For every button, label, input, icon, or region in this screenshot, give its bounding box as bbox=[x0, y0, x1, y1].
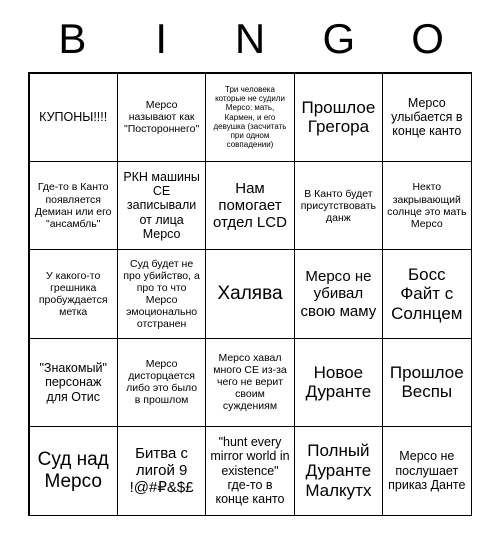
bingo-cell-text: "hunt every mirror world in existence" где-то в конце канто bbox=[210, 434, 290, 507]
bingo-cell-r2-c1[interactable] bbox=[29, 161, 118, 250]
bingo-cell-r4-c5[interactable] bbox=[382, 338, 471, 427]
bingo-cell-r3-c4[interactable] bbox=[294, 249, 383, 338]
bingo-cell-r2-c5[interactable] bbox=[382, 161, 471, 250]
bingo-cell-text: Суд над Мерсо bbox=[37, 448, 109, 492]
bingo-cell-r2-c3[interactable] bbox=[205, 161, 294, 250]
bingo-cell-text: Три человека которые не судили Мерсо: мать, Кармен, и его девушка (засчитать при одном совпадении) bbox=[213, 85, 287, 150]
bingo-cell-text: Мерсо не убивал свою маму bbox=[300, 268, 377, 320]
bingo-cell-text: РКН машины СЕ записывали от лица Мерсо bbox=[123, 169, 200, 242]
title-letter-b: B bbox=[58, 15, 87, 62]
bingo-cell-r5-c3[interactable] bbox=[205, 426, 294, 515]
bingo-cell-r5-c2[interactable] bbox=[117, 426, 206, 515]
bingo-cell-text: "Знакомый" персонаж для Отис bbox=[39, 360, 107, 404]
bingo-cell-text: Мерсо хавал много СЕ из-за чего не верит своим суждениям bbox=[213, 352, 287, 413]
bingo-cell-r1-c5[interactable] bbox=[382, 73, 471, 162]
bingo-cell-r1-c4[interactable] bbox=[294, 73, 383, 162]
bingo-cell-text: Прошлое Веспы bbox=[389, 362, 464, 402]
bingo-cell-r1-c1[interactable] bbox=[29, 73, 118, 162]
bingo-cell-text: В Канто будет присутствовать данж bbox=[300, 187, 377, 224]
bingo-cell-text: Новое Дуранте bbox=[305, 362, 372, 402]
bingo-cell-r5-c5[interactable] bbox=[382, 426, 471, 515]
title-letter-n: N bbox=[234, 15, 266, 62]
bingo-cell-text: Суд будет не про убийство, а про то что Мерсо эмоционально отстранен bbox=[123, 257, 200, 331]
bingo-cell-text: Прошлое Грегора bbox=[301, 97, 376, 137]
title-letter-g: G bbox=[322, 15, 356, 62]
bingo-cell-text: Мерсо дисторцается либо это было в прошлом bbox=[126, 358, 198, 407]
bingo-cell-r3-c5[interactable] bbox=[382, 249, 471, 338]
bingo-card-grid bbox=[28, 72, 472, 516]
bingo-cell-r4-c4[interactable] bbox=[294, 338, 383, 427]
bingo-cell-text: Мерсо называют как "Постороннего" bbox=[124, 99, 200, 136]
bingo-cell-text: Некто закрывающий солнце это мать Мерсо bbox=[387, 181, 467, 230]
bingo-cell-r3-c3[interactable] bbox=[205, 249, 294, 338]
bingo-cell-text: Нам помогает отдел LCD bbox=[213, 179, 287, 232]
bingo-cell-text: Где-то в Канто появляется Демиан или его "ансамбль" bbox=[34, 181, 112, 230]
bingo-cell-r3-c1[interactable] bbox=[29, 249, 118, 338]
title-letter-o: O bbox=[411, 15, 444, 62]
bingo-cell-r4-c2[interactable] bbox=[117, 338, 206, 427]
bingo-cell-r3-c2[interactable] bbox=[117, 249, 206, 338]
bingo-cell-r1-c3[interactable] bbox=[205, 73, 294, 162]
bingo-cell-r5-c4[interactable] bbox=[294, 426, 383, 515]
bingo-cell-text: Халява bbox=[217, 283, 283, 305]
bingo-cell-text: Босс Файт с Солнцем bbox=[391, 264, 463, 323]
bingo-cell-r5-c1[interactable] bbox=[29, 426, 118, 515]
title-letter-i: I bbox=[155, 15, 168, 62]
bingo-cell-text: Мерсо улыбается в конце канто bbox=[391, 95, 463, 139]
bingo-cell-r1-c2[interactable] bbox=[117, 73, 206, 162]
bingo-cell-r4-c3[interactable] bbox=[205, 338, 294, 427]
bingo-cell-text: Мерсо не послушает приказ Данте bbox=[388, 449, 466, 492]
bingo-cell-text: Полный Дуранте Малкутх bbox=[305, 441, 372, 500]
bingo-cell-r4-c1[interactable] bbox=[29, 338, 118, 427]
bingo-cell-r2-c2[interactable] bbox=[117, 161, 206, 250]
bingo-title bbox=[28, 0, 472, 72]
bingo-cell-text: У какого-то грешника пробуждается метка bbox=[38, 269, 108, 319]
bingo-cell-text: Битва с лигой 9 !@#₽&$£ bbox=[129, 444, 194, 497]
bingo-cell-r2-c4[interactable] bbox=[294, 161, 383, 250]
bingo-cell-text: КУПОНЫ!!!! bbox=[39, 110, 108, 124]
